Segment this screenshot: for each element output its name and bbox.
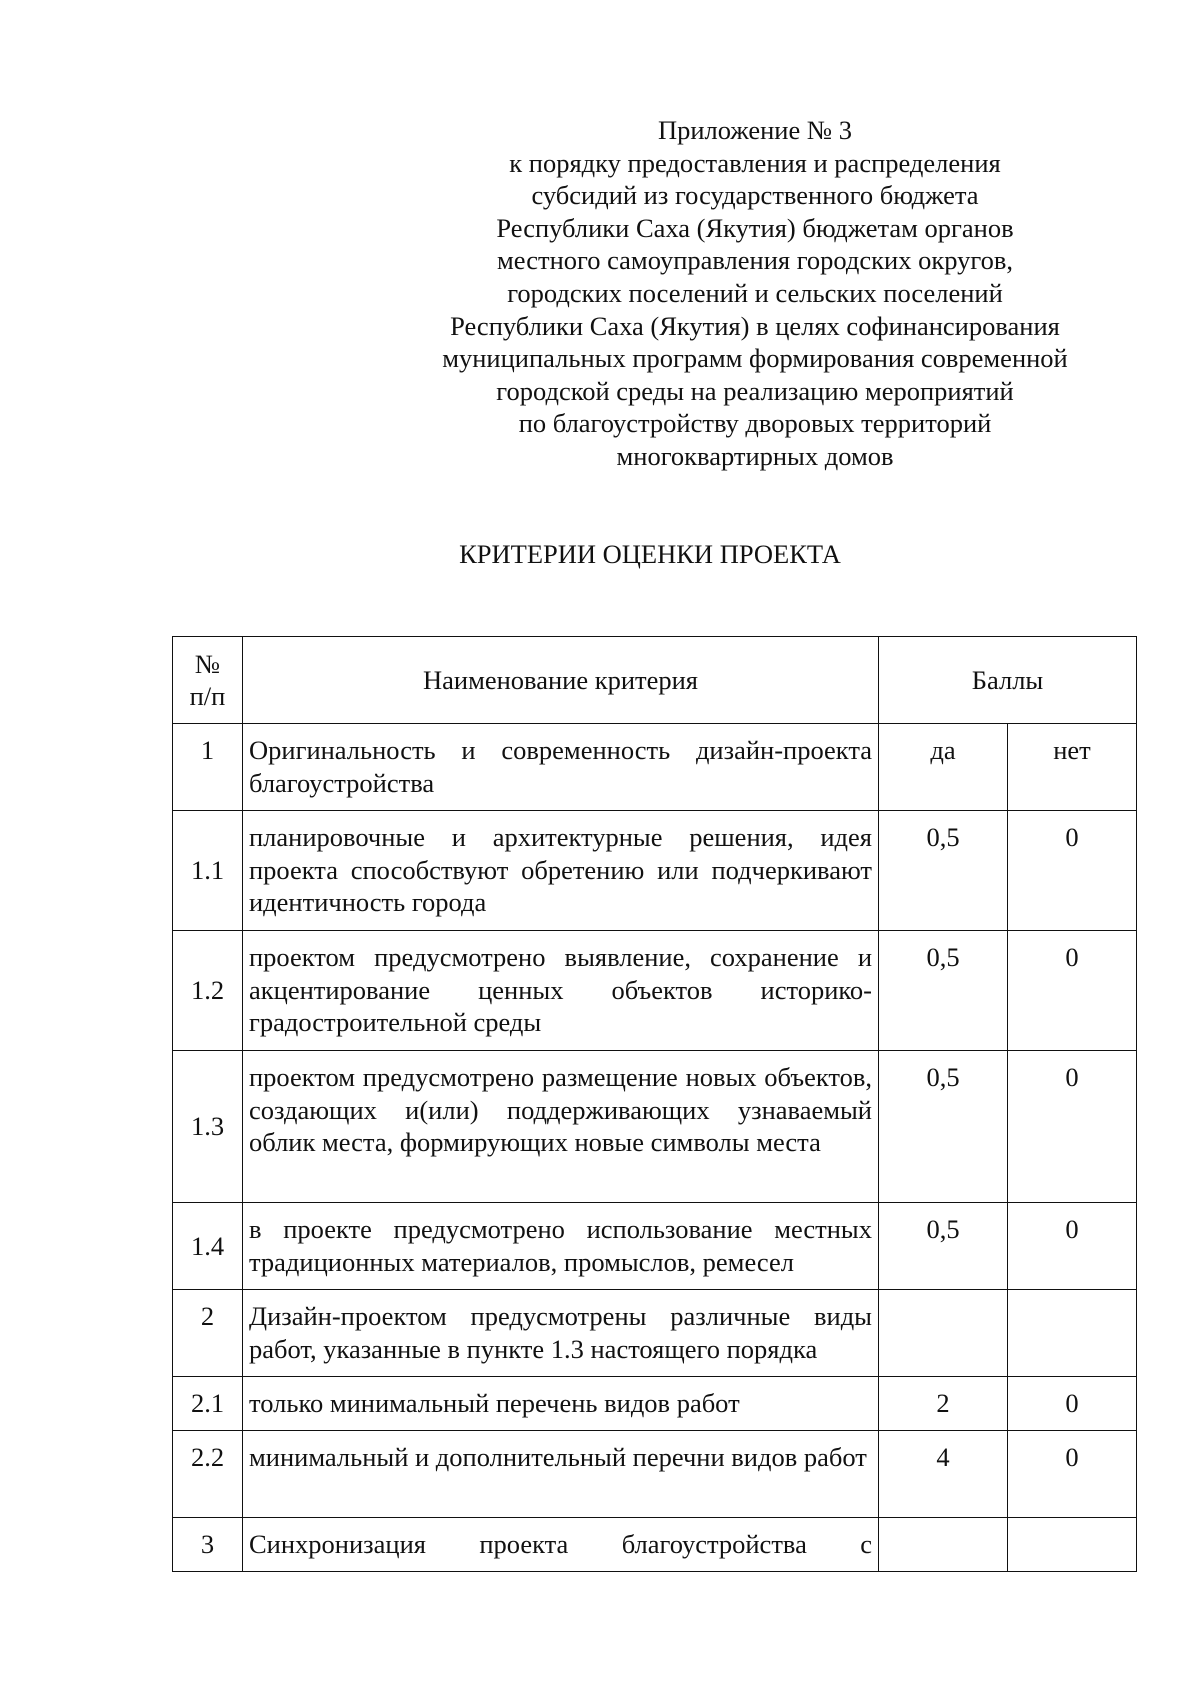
table-header-row bbox=[173, 637, 1137, 724]
appendix-line: городской среды на реализацию мероприятий bbox=[496, 375, 1014, 406]
appendix-line: Республики Саха (Якутия) в целях софинансирования bbox=[450, 310, 1060, 341]
row-criterion: Дизайн-проектом предусмотрены различные виды работ, указанные в пункте 1.3 настоящего порядка bbox=[243, 1290, 879, 1377]
appendix-line: по благоустройству дворовых территорий bbox=[518, 408, 992, 439]
appendix-line: местного самоуправления городских округов, bbox=[497, 245, 1013, 276]
appendix-line: субсидий из государственного бюджета bbox=[531, 180, 979, 211]
header-number-sign: № bbox=[194, 649, 221, 679]
row-number: 3 bbox=[173, 1518, 243, 1572]
row-criterion: только минимальный перечень видов работ bbox=[243, 1377, 879, 1431]
appendix-line: Приложение № 3 bbox=[657, 115, 852, 145]
document-title: КРИТЕРИИ ОЦЕНКИ ПРОЕКТА bbox=[459, 539, 841, 569]
row-number: 2.2 bbox=[173, 1431, 243, 1518]
row-no-points: 0 bbox=[1008, 811, 1137, 931]
appendix-line: городских поселений и сельских поселений bbox=[507, 277, 1003, 308]
row-yes-points: 0,5 bbox=[879, 931, 1008, 1051]
row-no-points: 0 bbox=[1008, 931, 1137, 1051]
row-number: 2 bbox=[173, 1290, 243, 1377]
row-number: 1.4 bbox=[173, 1203, 243, 1290]
row-no-points bbox=[1008, 1290, 1137, 1377]
appendix-line: муниципальных программ формирования современной bbox=[442, 343, 1068, 374]
row-no-points: 0 bbox=[1008, 1051, 1137, 1203]
header-points: Баллы bbox=[879, 637, 1137, 724]
row-yes-points: 0,5 bbox=[879, 811, 1008, 931]
row-no-points: 0 bbox=[1008, 1203, 1137, 1290]
row-criterion: проектом предусмотрено размещение новых объектов, создающих и(или) поддерживающих узнаваемый облик места, формирующих новые символы места bbox=[243, 1051, 879, 1203]
table-row bbox=[173, 1051, 1137, 1203]
row-yes-points: 0,5 bbox=[879, 1051, 1008, 1203]
row-criterion: проектом предусмотрено выявление, сохранение и акцентирование ценных объектов историко-градостроительной среды bbox=[243, 931, 879, 1051]
row-no-label: нет bbox=[1008, 724, 1137, 811]
table-row bbox=[173, 1431, 1137, 1518]
row-number: 1.3 bbox=[173, 1051, 243, 1203]
appendix-line: к порядку предоставления и распределения bbox=[509, 147, 1001, 178]
row-yes-points: 0,5 bbox=[879, 1203, 1008, 1290]
row-number: 1 bbox=[173, 724, 243, 811]
row-number: 1.1 bbox=[173, 811, 243, 931]
header-criterion-name: Наименование критерия bbox=[243, 637, 879, 724]
row-criterion: Синхронизация проекта благоустройства с bbox=[243, 1518, 879, 1572]
header-number-abbr: п/п bbox=[189, 681, 226, 711]
table-row bbox=[173, 931, 1137, 1051]
row-number: 1.2 bbox=[173, 931, 243, 1051]
row-no-points: 0 bbox=[1008, 1377, 1137, 1431]
row-yes-points bbox=[879, 1290, 1008, 1377]
row-criterion: минимальный и дополнительный перечни видов работ bbox=[243, 1431, 879, 1518]
appendix-line: многоквартирных домов bbox=[616, 440, 894, 471]
row-yes-points bbox=[879, 1518, 1008, 1572]
row-no-points bbox=[1008, 1518, 1137, 1572]
table-row bbox=[173, 1518, 1137, 1572]
row-number: 2.1 bbox=[173, 1377, 243, 1431]
row-criterion: в проекте предусмотрено использование местных традиционных материалов, промыслов, ремесел bbox=[243, 1203, 879, 1290]
row-yes-points: 2 bbox=[879, 1377, 1008, 1431]
row-criterion: Оригинальность и современность дизайн-проекта благоустройства bbox=[243, 724, 879, 811]
table-row bbox=[173, 1203, 1137, 1290]
row-criterion: планировочные и архитектурные решения, идея проекта способствуют обретению или подчеркивают идентичность города bbox=[243, 811, 879, 931]
row-yes-points: 4 bbox=[879, 1431, 1008, 1518]
table-row bbox=[173, 1377, 1137, 1431]
header-number-cell bbox=[173, 637, 243, 724]
appendix-line: Республики Саха (Якутия) бюджетам органов bbox=[496, 212, 1014, 243]
table-row bbox=[173, 724, 1137, 811]
row-no-points: 0 bbox=[1008, 1431, 1137, 1518]
criteria-table bbox=[172, 636, 1137, 1572]
table-row bbox=[173, 1290, 1137, 1377]
table-row bbox=[173, 811, 1137, 931]
row-yes-label: да bbox=[879, 724, 1008, 811]
appendix-header bbox=[415, 114, 1095, 473]
